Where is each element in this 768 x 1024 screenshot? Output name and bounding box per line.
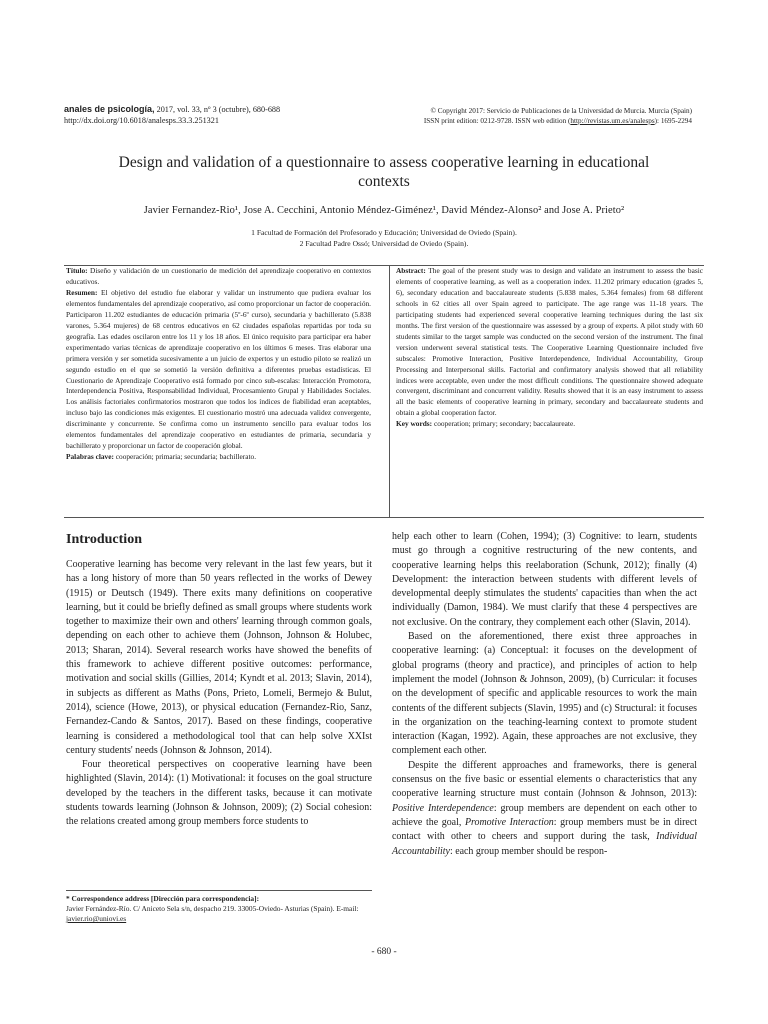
page-number: - 680 - (371, 947, 397, 957)
article-authors: Javier Fernandez-Rio¹, Jose A. Cecchini, Antonio Méndez-Giménez¹, David Méndez-Alonso² and Jose A. Prieto² (143, 205, 625, 216)
body-paragraph: Despite the different approaches and frameworks, there is general consensus on the five basic or essential elements o characteristics that any cooperative learning structure must contain (Johnson & Johnson, 2013): Positive Interdependence: group members are dependent on each other to achieve the goal, Promotive Interaction: group members must be in direct contact with other to cheers and support during the task, Individual Accountability: each group member should be respon- (392, 759, 697, 857)
palabras-label: Palabras clave: (66, 452, 114, 462)
affiliations (100, 227, 668, 249)
affiliation-2: 2 Facultad Padre Ossó; Universidad de Oviedo (Spain). (299, 239, 469, 248)
affiliation-1: 1 Facultad de Formación del Profesorado y Educación; Universidad de Oviedo (Spain). (251, 228, 517, 237)
resumen-column (66, 266, 371, 463)
copyright-block (352, 107, 692, 127)
resumen-text: El objetivo del estudio fue elaborar y validar un instrumento que pudiera evaluar los elementos fundamentales del aprendizaje cooperativo, así como proporcionar un factor de cooperación. Participaron 11.202 estudiantes de educación primaria (5º-6º curso), secundaria y bachillerato (5.838 varones, 5.364 mujeres) de 68 centros educativos en 62 ciudades españolas repartidas por toda su geografía. Las edades oscilaron entre los 11 y los 18 años. El único requisito para participar era haber experimentado varias técnicas de aprendizaje cooperativo en los últimos 6 meses. Tras elaborar una primera versión y ser sometida sucesivamente a un juicio de expertos y un estudio piloto se realizó un segundo estudio en el que se sometió la versión definitiva a diferentes pruebas estadísticas. El Cuestionario de Aprendizaje Cooperativo está formado por cinco sub-escalas: Interacción Promotora, Interdependencia Positiva, Responsabilidad Individual, Procesamiento Grupal y Habilidades Sociales. Los análisis factoriales confirmatorios mostraron que todos los índices de fiabilidad eran aceptables, incluso bajo las condiciones más exigentes. El cuestionario mostró una adecuada validez convergente, discriminante y concurrente. Se confirma como un instrumento sencillo para evaluar todos los elementos fundamentales del aprendizaje cooperativo en estudiantes de primaria, secundaria y bachillerato y proporcionar un factor de cooperación global. (66, 287, 371, 451)
correspondence-email[interactable]: javier.rio@uniovi.es (66, 914, 127, 923)
body-paragraph: Cooperative learning has become very relevant in the last few years, but it has a long history of more than 50 years reflected in the works of Dewey (1915) or Deutsch (1949). There exits many definitions on cooperative learning, but it could be briefly defined as small groups where students work together to maximize their own and others' learning through common goals, depending on each other to achieve them (Johnson, Johnson & Holubec, 2013; Sharan, 2014). Several research works have showed the benefits of this framework to achieve different positive outcomes: performance, motivation and social skills (Gillies, 2014; Kyndt et al. 2013; Slavin, 2014), in subjects as different as Maths (Pons, Prieto, Lomeli, Bermejo & Bulut, 2014), science (Howe, 2013), or physical education (Fernandez-Rio, Sanz, Fernandez-Cando & Santos, 2017). Based on these findings, cooperative learning is considered a methodological tool that can help solve XXIst century students' needs (Johnson & Johnson, 2014). (66, 559, 372, 756)
issn-text: ISSN print edition: 0212-9728. ISSN web edition ( (423, 116, 571, 125)
body-paragraph: Based on the aforementioned, there exist three approaches in cooperative learning: (a) Conceptual: it focuses on the development of global programs (theory and practice), and principles of action to help implement the model (Johnson & Johnson, 2009), (b) Curricular: it focuses on the development of specific and applicable resources to work the main contents of the different subjects (Slavin, 1995) and (c) Structural: it focuses in the organization on the teaching-learning context to promote student interaction (Kagan, 1992). Again, these approaches are not exclusive, they complement each other. (392, 631, 697, 757)
palabras-text: cooperación; primaria; secundaria; bachillerato. (113, 452, 257, 462)
abstract-text: The goal of the present study was to design and validate an instrument to assess the basic elements of cooperative learning, as well as a cooperation index. 11.202 primary education (grades 5, 6), secondary education and baccalaureate students (5.838 males, 5.364 females) from 68 different schools in 62 cities all over Spain agreed to participate. The age range was 11-18 years. The participating students had experienced several cooperative learning techniques during the last six months. The first version of the questionnaire was assessed by a group of experts. A pilot study with 60 students similar to the target sample was conducted on the second version of the instrument. The final version underwent several statistical tests. The Cooperative Learning Questionnaire included five subscales: Promotive Interaction, Positive Interdependence, Individual Accountability, Group Processing and Interpersonal skills. Factorial and confirmatory analysis showed that all reliability indices were acceptable, even under the most difficult conditions. The questionnaire showed adequate convergent, discriminant and concurrent validity. Results showed that it is an easy instrument to assess all the basic elements of cooperative learning in primary, secondary and baccalaureate students and obtain a global cooperation factor. (396, 266, 703, 418)
correspondence-note (66, 890, 372, 924)
journal-name: anales de psicología, (64, 104, 155, 114)
doi-link[interactable]: http://dx.doi.org/10.6018/analesps.33.3.251321 (64, 116, 219, 125)
correspondence-heading: * Correspondence address [Dirección para correspondencia]: (66, 894, 260, 903)
correspondence-address: Javier Fernández-Río. C/ Aniceto Sela s/n, despacho 219. 33005-Oviedo- Asturias (Spain). E-mail: javier.rio@uniovi.es (66, 904, 359, 923)
body-paragraph: Four theoretical perspectives on cooperative learning have been highlighted (Slavin, 2014): (1) Motivational: it focuses on the goal structure developed by the teachers in the different tasks, because it can motivate students towards learning (Johnson & Johnson, 2009); (2) Social cohesion: the relations created among group members force students to (66, 759, 372, 828)
resumen-label: Resumen: (66, 287, 98, 297)
journal-issue: 2017, vol. 33, nº 3 (octubre), 680-688 (154, 105, 281, 114)
article-title: Design and validation of a questionnaire to assess cooperative learning in educational contexts (118, 154, 650, 190)
titulo-label: Título: (66, 266, 88, 275)
issn-tail: ): 1695-2294 (654, 116, 692, 125)
section-title: Introduction (66, 532, 142, 547)
copyright-text: © Copyright 2017: Servicio de Publicaciones de la Universidad de Murcia. Murcia (Spain) (430, 107, 692, 115)
abstract-divider (389, 266, 390, 517)
body-paragraph: help each other to learn (Cohen, 1994); (3) Cognitive: to learn, students must go through a cognitive restructuring of the new contents, and cooperative learning helps this reelaboration (Schunk, 2012); finally (4) Development: the interaction between students with different levels of developmental deeply stimulates the students' capacities than when the act individually (Damon, 1984). We must clarify that these 4 perspectives are not exclusive. On the contrary, they complement each other (Slavin, 2014). (392, 531, 697, 628)
abstract-label: Abstract: (396, 266, 426, 275)
journal-citation (64, 104, 384, 126)
body-right-column (392, 530, 697, 859)
issn-link[interactable]: http://revistas.um.es/analesps (570, 116, 655, 125)
keywords-text: cooperation; primary; secondary; baccalaureate. (432, 419, 576, 429)
body-left-column (66, 558, 372, 830)
titulo-text: Diseño y validación de un cuestionario de medición del aprendizaje cooperativo en contextos educativos. (66, 266, 371, 286)
keywords-label: Key words: (396, 419, 433, 429)
abstract-column (396, 266, 703, 430)
